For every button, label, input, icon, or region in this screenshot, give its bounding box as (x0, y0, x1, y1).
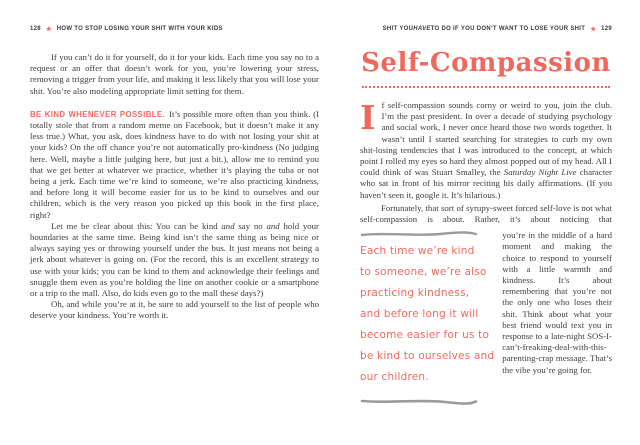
paragraph (360, 100, 612, 201)
paragraph (30, 221, 319, 299)
italic-text: Saturday Night Live (503, 167, 577, 178)
right-running-head-text: TO DO IF YOU DON’T WANT TO LOSE YOUR SHIT (430, 26, 586, 32)
left-page-number: 128 (30, 26, 41, 32)
left-body (30, 52, 319, 322)
star-icon: ★ (590, 26, 597, 33)
paragraph-text: hold your boundaries at the same time. Being kind isn’t the same thing as being nice or always saying yes or throwing yourself under the bus. It just means not being a jerk about whatever is going on. (For the record, this is an excellent strategy to use with your kids; you can be kind to them and acknowledge their feelings and snuggle them even as you’re holding the line on another cookie or a smartphone or a trip to the mall. Also, do kids even go to the mall these days?) (30, 220, 319, 299)
italic-text: and (266, 220, 280, 231)
pull-quote-line: our children. (360, 371, 429, 384)
paragraph: If you can’t do it for yourself, do it for your kids. Each time you say no to a request or an offer that doesn’t work for you, you’re lowering your stress, removing a trigger from your life, and making it less likely that you will lose your shit. You’re also modeling appropriate limit setting for them. (30, 52, 319, 96)
paragraph (30, 109, 319, 221)
right-running-head (360, 25, 612, 33)
right-running-head-italic: HAVE (413, 26, 431, 32)
paragraph: Oh, and while you’re at it, be sure to add yourself to the list of people who deserve your kindness. You’re worth it. (30, 299, 319, 321)
pull-quote (360, 230, 494, 406)
section-heading: BE KIND WHENEVER POSSIBLE. (30, 109, 166, 119)
dotted-divider (362, 86, 610, 88)
paragraph: you’re in the middle of a hard moment and making the choice to respond to yourself with a little warmth and kindness. It’s about remembering that you’re not the only one who loses their shit. Think about what your best friend would text you in response to a late-night SOS-I-can’t-freaking-deal-with-this-parenting-crap message. That’s the vibe you’re going for. (502, 230, 612, 375)
left-running-head-text: HOW TO STOP LOSING YOUR SHIT WITH YOUR KIDS (56, 26, 223, 32)
pull-quote-line: Each time we’re kind (360, 245, 475, 258)
quote-row (360, 230, 612, 406)
star-icon: ★ (45, 26, 52, 33)
right-running-head-text: SHIT YOU (382, 26, 414, 32)
paragraph-text: It’s possible more often than you think. (I totally stole that from a random meme on Facebook, but it doesn’t make it any less true.) What, you ask, does kindness have to do with not losing your shit at your kids? On the off chance you’re not automatically pro-kindness (No judging here. Well, maybe a little judging here, but just a bit.), allow me to remind you that we get better at whatever we practice, whether it’s playing the tuba or not being a jerk. Each time we’re kind to someone, we’re also practicing kindness, and before long it will become easier for us to be kind to ourselves and our children, which is the very reason you picked up this book in the first place, right? (30, 108, 319, 220)
pull-quote-bottom-rule (360, 397, 478, 406)
paragraph-text: character who sat in front of his mirror reciting his daily affirmations. (If you haven’t seen it, google it. It’s hilarious.) (360, 167, 612, 200)
paragraph: Fortunately, that sort of syrupy-sweet forced self-love is not what self-compassion is about. Rather, it’s about noticing that (360, 202, 612, 225)
pull-quote-top-rule (360, 230, 478, 238)
left-page (30, 25, 319, 322)
paragraph-text: Let me be clear about this: You can be kind (51, 220, 222, 231)
pull-quote-line: practicing kindness, (360, 287, 470, 300)
chapter-title: Self-Compassion (361, 48, 611, 78)
drop-cap: I (360, 98, 376, 137)
right-page-number: 129 (601, 26, 612, 32)
paragraph-text: say no (234, 220, 267, 231)
pull-quote-line: be kind to ourselves and (360, 350, 495, 363)
pull-quote-line: become easier for us to (360, 329, 490, 342)
pull-quote-line: and before long it will (360, 308, 479, 321)
italic-text: and (221, 220, 235, 231)
right-page (360, 25, 612, 406)
left-running-head (30, 25, 319, 33)
paragraph-text: f self-compassion sounds corny or weird to you, join the club. I’m the past president. In over a decade of studying psychology and social work, I never once heard those two words together. It wasn’t until I started searching for strategies to curb my own shit-losing tendencies that I was introduced to the concept, at which point I rolled my eyes so hard they almost popped out of my head. All I could think of was Stuart Smalley, the (360, 100, 612, 178)
pull-quote-line: to someone, we’re also (360, 266, 487, 279)
